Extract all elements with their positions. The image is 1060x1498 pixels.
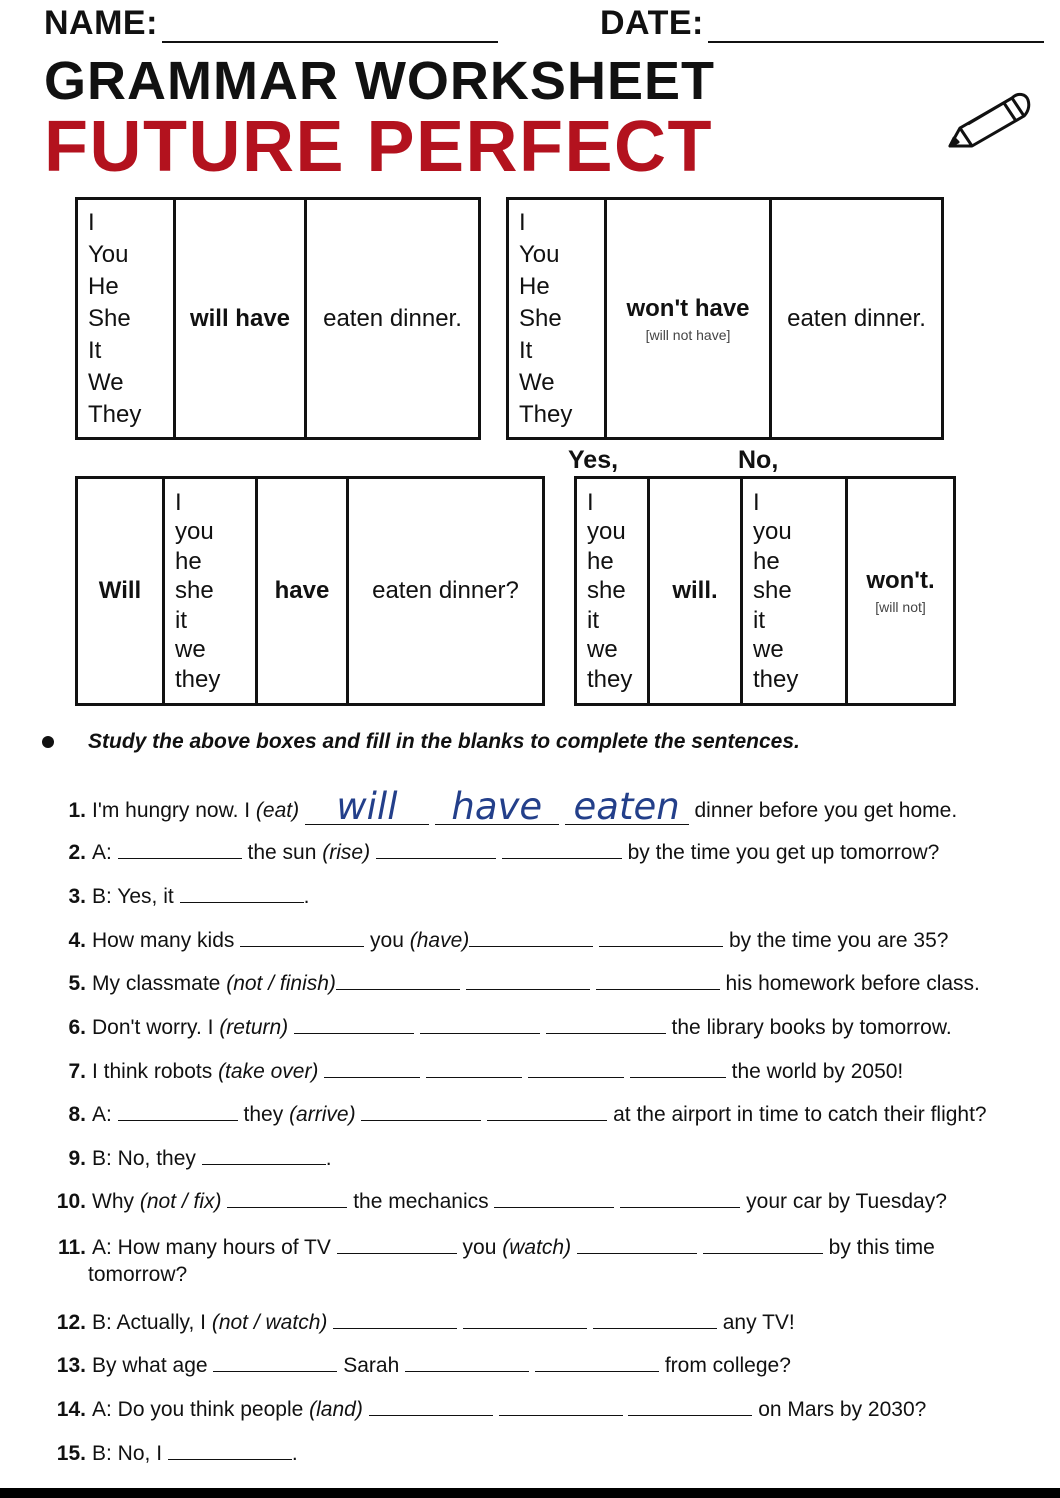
pronoun: we [175, 636, 206, 664]
verb-hint: (take over) [218, 1060, 319, 1083]
instruction [42, 730, 800, 754]
question-text: A: Do you think people [92, 1398, 310, 1421]
pronoun: She [519, 304, 562, 332]
question-text: your car by Tuesday? [746, 1190, 947, 1213]
blank[interactable] [180, 883, 304, 903]
question-text: the sun [247, 841, 323, 864]
question-text: . [291, 1442, 298, 1465]
pronoun: it [175, 606, 187, 634]
question-text: you [456, 1236, 503, 1259]
question-2 [42, 839, 939, 865]
question-4 [42, 927, 948, 953]
question-text: any TV! [722, 1311, 795, 1334]
pronoun: They [519, 400, 573, 428]
question-text: How many kids [92, 929, 241, 952]
question-number: 4. [68, 929, 86, 952]
no-pronouns [742, 478, 847, 705]
affirmative-aux: will have [175, 199, 306, 439]
negative-pronouns [508, 199, 606, 439]
blank[interactable] [420, 1014, 540, 1034]
pronoun: It [88, 336, 102, 364]
question-text: dinner before you get home. [694, 799, 958, 822]
pronoun: It [519, 336, 533, 364]
question-6 [42, 1014, 952, 1040]
question-number: 11. [57, 1236, 86, 1259]
blank[interactable] [499, 1396, 623, 1416]
question-number: 5. [68, 972, 86, 995]
pronoun: He [88, 272, 119, 300]
negative-note: [will not have] [645, 326, 731, 343]
question-text: from college? [664, 1354, 791, 1377]
question-14 [42, 1396, 926, 1422]
no-label: No, [738, 446, 779, 474]
question-text: My classmate [92, 972, 227, 995]
question-number: 9. [68, 1147, 86, 1170]
name-label: NAME: [44, 4, 158, 42]
blank[interactable] [118, 1101, 238, 1121]
question-10 [42, 1188, 947, 1214]
pronoun: we [587, 636, 618, 664]
question-11 [42, 1234, 935, 1260]
date-line[interactable] [708, 13, 1044, 43]
blank[interactable] [168, 1440, 292, 1460]
blank[interactable] [361, 1101, 481, 1121]
blank[interactable] [494, 1188, 614, 1208]
question-number: 1. [68, 799, 86, 822]
question-15 [42, 1440, 298, 1466]
question-text: the world by 2050! [731, 1060, 904, 1083]
pronoun: he [587, 547, 614, 575]
blank[interactable] [466, 970, 590, 990]
worksheet-subtitle: FUTURE PERFECT [44, 107, 713, 187]
answer-eaten: eaten [565, 792, 689, 825]
question-pronouns [164, 478, 257, 705]
pronoun: We [519, 368, 555, 396]
blank[interactable] [528, 1058, 624, 1078]
question-text: By what age [92, 1354, 214, 1377]
pronoun: I [88, 208, 95, 236]
blank[interactable] [546, 1014, 666, 1034]
blank[interactable] [502, 839, 622, 859]
pronoun: I [519, 208, 526, 236]
pronoun: it [753, 606, 765, 634]
answer-will: will [305, 792, 429, 825]
blank[interactable] [376, 839, 496, 859]
name-line[interactable] [162, 13, 498, 43]
blank[interactable] [240, 927, 364, 947]
verb-hint: (land) [309, 1398, 363, 1421]
blank[interactable] [369, 1396, 493, 1416]
question-text: Why [92, 1190, 140, 1213]
pronoun: you [753, 518, 792, 546]
short-answer-table [574, 476, 956, 706]
blank[interactable] [630, 1058, 726, 1078]
question-3 [42, 883, 309, 909]
question-text: they [237, 1103, 290, 1126]
blank[interactable] [593, 1309, 717, 1329]
question-text: B: Actually, I [92, 1311, 212, 1334]
question-text: the mechanics [347, 1190, 495, 1213]
verb-hint: (watch) [502, 1236, 572, 1259]
question-text: A: [92, 1103, 118, 1126]
question-number: 3. [68, 885, 86, 908]
pronoun: She [88, 304, 131, 332]
blank[interactable] [202, 1145, 326, 1165]
pronoun: We [88, 368, 124, 396]
question-8 [42, 1101, 987, 1127]
yes-aux: will. [649, 478, 742, 705]
question-12 [42, 1309, 795, 1335]
negative-table [506, 197, 944, 440]
blank[interactable] [628, 1396, 752, 1416]
blank[interactable] [118, 839, 242, 859]
no-aux: won't. [866, 567, 935, 594]
yes-pronouns [576, 478, 649, 705]
instruction-text: Study the above boxes and fill in the blanks to complete the sentences. [88, 730, 800, 753]
question-number: 15. [56, 1442, 86, 1465]
blank[interactable] [487, 1101, 607, 1121]
no-aux-cell [847, 478, 955, 705]
verb-hint: (not / watch) [211, 1311, 328, 1334]
question-11-continuation: tomorrow? [88, 1263, 188, 1286]
name-field [44, 4, 498, 43]
answer-have: have [435, 792, 559, 825]
question-text: B: No, I [92, 1442, 168, 1465]
question-text: B: No, they [92, 1147, 202, 1170]
question-will: Will [77, 478, 164, 705]
question-text: on Mars by 2030? [758, 1398, 927, 1421]
question-number: 14. [56, 1398, 86, 1421]
verb-hint: (arrive) [289, 1103, 356, 1126]
blank[interactable] [463, 1309, 587, 1329]
pronoun: You [88, 240, 129, 268]
blank[interactable] [333, 1309, 457, 1329]
verb-hint: (not / finish) [226, 972, 336, 995]
pronoun: you [175, 518, 214, 546]
question-13 [42, 1352, 791, 1378]
question-text: by the time you are 35? [728, 929, 949, 952]
verb-hint: (rise) [322, 841, 371, 864]
pronoun: we [753, 636, 784, 664]
question-text: his homework before class. [725, 972, 980, 995]
question-have: have [257, 478, 348, 705]
question-table [75, 476, 545, 706]
verb-hint: (not / fix) [139, 1190, 222, 1213]
blank[interactable] [337, 1234, 457, 1254]
question-text: by this time [828, 1236, 935, 1259]
blank[interactable] [596, 970, 720, 990]
bullet-icon [42, 736, 54, 748]
blank[interactable] [336, 970, 460, 990]
pronoun: they [587, 665, 633, 693]
pronoun: she [175, 577, 214, 605]
pronoun: it [587, 606, 599, 634]
question-text: . [325, 1147, 332, 1170]
question-text: A: [92, 841, 118, 864]
question-text: Sarah [337, 1354, 406, 1377]
question-text: Don't worry. I [92, 1016, 220, 1039]
affirmative-table [75, 197, 481, 440]
blank[interactable] [227, 1188, 347, 1208]
blank[interactable] [577, 1234, 697, 1254]
blank[interactable] [535, 1352, 659, 1372]
blank[interactable] [620, 1188, 740, 1208]
question-number: 6. [68, 1016, 86, 1039]
pronoun: They [88, 400, 142, 428]
affirmative-rest: eaten dinner. [306, 199, 480, 439]
question-text: I think robots [92, 1060, 219, 1083]
question-text: . [303, 885, 310, 908]
blank[interactable] [426, 1058, 522, 1078]
question-rest: eaten dinner? [348, 478, 544, 705]
question-number: 2. [68, 841, 86, 864]
question-5 [42, 970, 980, 996]
pronoun: he [175, 547, 202, 575]
pronoun: she [753, 577, 792, 605]
date-label: DATE: [600, 4, 704, 42]
verb-hint: (eat) [255, 799, 300, 822]
date-field [600, 4, 1044, 43]
question-text: I'm hungry now. I [92, 799, 256, 822]
negative-aux-cell [606, 199, 771, 439]
blank[interactable] [599, 927, 723, 947]
worksheet-title: GRAMMAR WORKSHEET [44, 51, 715, 111]
blank[interactable] [469, 927, 593, 947]
pronoun: she [587, 577, 626, 605]
verb-hint: (have) [409, 929, 470, 952]
negative-rest: eaten dinner. [771, 199, 943, 439]
affirmative-pronouns [77, 199, 175, 439]
pronoun: you [587, 518, 626, 546]
question-text: A: How many hours of TV [92, 1236, 337, 1259]
pronoun: He [519, 272, 550, 300]
bottom-border [0, 1488, 1060, 1498]
question-text: by the time you get up tomorrow? [627, 841, 940, 864]
question-number: 8. [68, 1103, 86, 1126]
question-text: the library books by tomorrow. [671, 1016, 952, 1039]
pronoun: he [753, 547, 780, 575]
question-text: at the airport in time to catch their flight? [613, 1103, 987, 1126]
question-number: 7. [68, 1060, 86, 1083]
question-number: 13. [56, 1354, 86, 1377]
pronoun: they [753, 665, 799, 693]
no-note: [will not] [875, 599, 926, 615]
question-text: B: Yes, it [92, 885, 180, 908]
question-number: 12. [56, 1311, 86, 1334]
negative-aux: won't have [626, 294, 750, 322]
question-7 [42, 1058, 903, 1084]
blank[interactable] [213, 1352, 337, 1372]
pronoun: they [175, 665, 221, 693]
pronoun: You [519, 240, 560, 268]
blank[interactable] [703, 1234, 823, 1254]
blank[interactable] [294, 1014, 414, 1034]
yes-label: Yes, [568, 446, 619, 474]
blank[interactable] [405, 1352, 529, 1372]
question-number: 10. [56, 1190, 86, 1213]
verb-hint: (return) [219, 1016, 289, 1039]
pronoun: I [753, 488, 760, 516]
pronoun: I [587, 488, 594, 516]
pronoun: I [175, 488, 182, 516]
blank[interactable] [324, 1058, 420, 1078]
question-text: you [364, 929, 410, 952]
pencil-icon [946, 88, 1032, 154]
question-1 [42, 785, 958, 828]
question-9 [42, 1145, 332, 1171]
